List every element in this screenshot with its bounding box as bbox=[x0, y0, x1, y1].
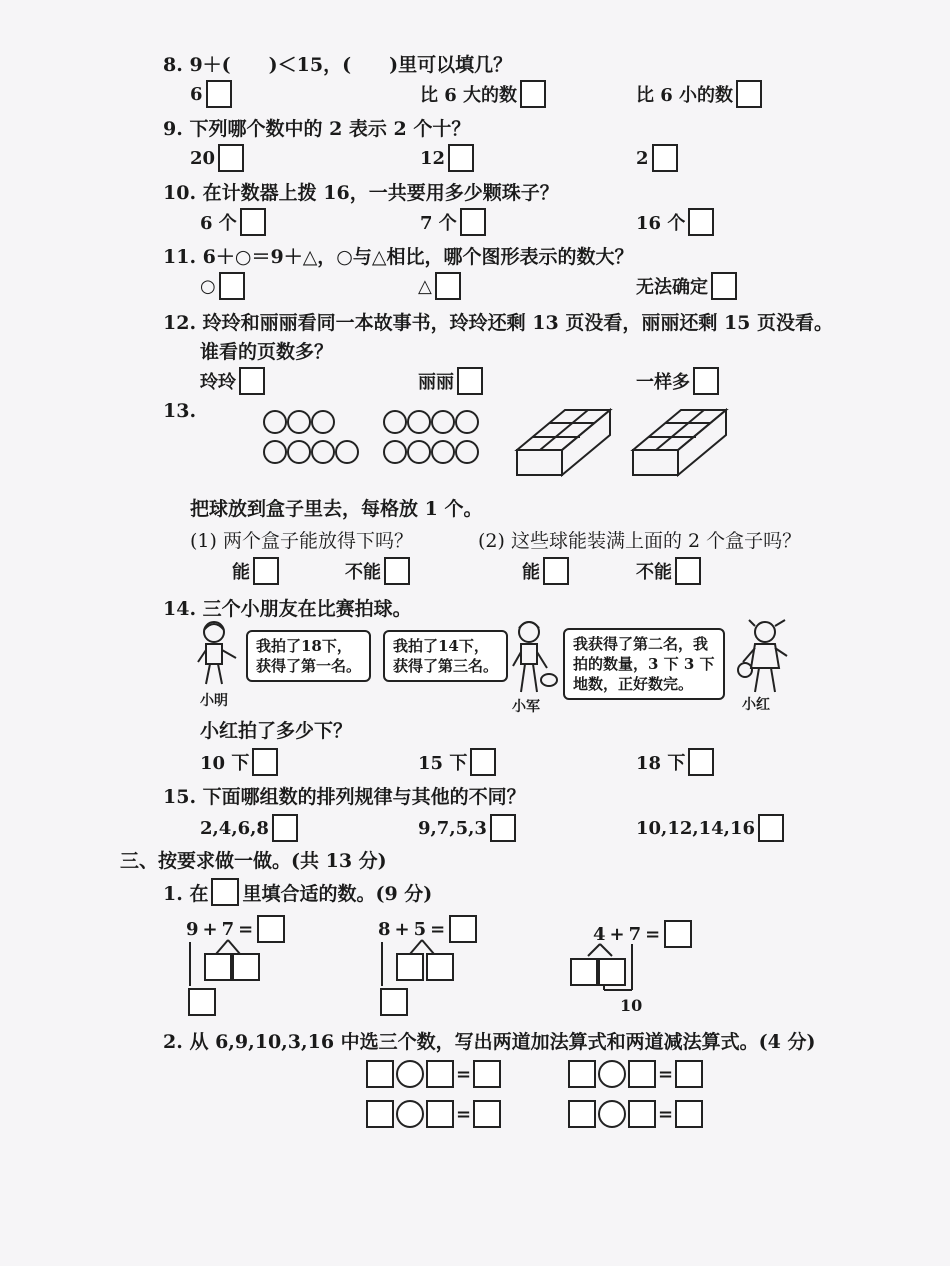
q9-option-c: 2 bbox=[636, 144, 678, 172]
answer-box[interactable] bbox=[384, 557, 410, 585]
split-box-2b[interactable] bbox=[426, 953, 454, 981]
box-2 bbox=[633, 410, 726, 475]
split-box-1a[interactable] bbox=[204, 953, 232, 981]
answer-box[interactable] bbox=[460, 208, 486, 236]
name-xiaohong: 小红 bbox=[742, 697, 770, 713]
girl-xiaohong-icon bbox=[735, 616, 795, 696]
q13-1-option-yes: 能 bbox=[232, 557, 279, 585]
q11-option-b: △ bbox=[418, 272, 461, 300]
q13-2-option-yes: 能 bbox=[522, 557, 569, 585]
split-box-3a[interactable] bbox=[570, 958, 598, 986]
answer-box[interactable] bbox=[272, 814, 298, 842]
answer-box[interactable] bbox=[664, 920, 692, 948]
balls-and-boxes-illustration bbox=[255, 400, 755, 485]
q9-option-b: 12 bbox=[420, 144, 474, 172]
q10-option-c: 16 个 bbox=[636, 208, 714, 236]
q8-option-a: 6 bbox=[190, 80, 232, 108]
box-1 bbox=[517, 410, 610, 475]
answer-box[interactable] bbox=[435, 272, 461, 300]
q13-instruction: 把球放到盒子里去，每格放 1 个。 bbox=[190, 498, 483, 520]
partial-sum-box-2[interactable] bbox=[380, 988, 408, 1016]
q10-option-a: 6 个 bbox=[200, 208, 266, 236]
name-xiaojun: 小军 bbox=[512, 699, 540, 715]
answer-box[interactable] bbox=[693, 367, 719, 395]
answer-box[interactable] bbox=[675, 557, 701, 585]
split-box-1b[interactable] bbox=[232, 953, 260, 981]
answer-box[interactable] bbox=[206, 80, 232, 108]
question-9: 9. 下列哪个数中的 2 表示 2 个十？ bbox=[163, 118, 471, 140]
answer-box[interactable] bbox=[252, 748, 278, 776]
answer-box[interactable] bbox=[457, 367, 483, 395]
number-box[interactable] bbox=[366, 1100, 394, 1128]
operator-circle[interactable] bbox=[396, 1060, 424, 1088]
answer-box[interactable] bbox=[736, 80, 762, 108]
inline-box-icon bbox=[211, 878, 239, 906]
ball-group-2 bbox=[384, 411, 478, 463]
q14-option-a: 10 下 bbox=[200, 748, 278, 776]
answer-box[interactable] bbox=[711, 272, 737, 300]
q8-option-c: 比 6 小的数 bbox=[636, 80, 762, 108]
number-box[interactable] bbox=[628, 1060, 656, 1088]
split-box-3b[interactable] bbox=[598, 958, 626, 986]
boy-xiaojun-icon bbox=[505, 618, 560, 696]
q13-1-option-no: 不能 bbox=[345, 557, 410, 585]
q8-option-b: 比 6 大的数 bbox=[420, 80, 546, 108]
question-12-line2: 谁看的页数多？ bbox=[200, 341, 334, 363]
answer-box[interactable] bbox=[688, 208, 714, 236]
question-12-line1: 12. 玲玲和丽丽看同一本故事书，玲玲还剩 13 页没看，丽丽还剩 15 页没看。 bbox=[163, 312, 834, 334]
q12-option-b: 丽丽 bbox=[418, 367, 483, 395]
make-ten-equation-2: 8 + 5 = bbox=[378, 915, 477, 943]
ten-label: 10 bbox=[620, 996, 643, 1015]
q12-option-c: 一样多 bbox=[636, 367, 719, 395]
q15-option-a: 2,4,6,8 bbox=[200, 814, 298, 842]
answer-box[interactable] bbox=[448, 144, 474, 172]
ball-group-1 bbox=[264, 411, 358, 463]
q12-option-a: 玲玲 bbox=[200, 367, 265, 395]
q9-option-a: 20 bbox=[190, 144, 244, 172]
addition-formula-2: = bbox=[568, 1060, 703, 1088]
answer-box[interactable] bbox=[652, 144, 678, 172]
subtraction-formula-1: = bbox=[366, 1100, 501, 1128]
q15-option-c: 10,12,14,16 bbox=[636, 814, 784, 842]
q11-option-c: 无法确定 bbox=[636, 272, 737, 300]
answer-box[interactable] bbox=[490, 814, 516, 842]
speech-bubble-xiaoming: 我拍了18下， 获得了第一名。 bbox=[246, 630, 371, 682]
number-box[interactable] bbox=[426, 1100, 454, 1128]
name-xiaoming: 小明 bbox=[200, 693, 228, 709]
partial-sum-box-1[interactable] bbox=[188, 988, 216, 1016]
operator-circle[interactable] bbox=[396, 1100, 424, 1128]
answer-box[interactable] bbox=[520, 80, 546, 108]
answer-box[interactable] bbox=[470, 748, 496, 776]
result-box[interactable] bbox=[675, 1060, 703, 1088]
question-11: 11. 6＋○＝9＋△，○与△相比，哪个图形表示的数大？ bbox=[163, 246, 634, 268]
q14-option-b: 15 下 bbox=[418, 748, 496, 776]
question-10: 10. 在计数器上拨 16，一共要用多少颗珠子？ bbox=[163, 182, 559, 204]
operator-circle[interactable] bbox=[598, 1100, 626, 1128]
result-box[interactable] bbox=[473, 1100, 501, 1128]
number-box[interactable] bbox=[366, 1060, 394, 1088]
answer-box[interactable] bbox=[688, 748, 714, 776]
q10-option-b: 7 个 bbox=[420, 208, 486, 236]
q15-option-b: 9,7,5,3 bbox=[418, 814, 516, 842]
speech-bubble-xiaohong: 我获得了第二名，我 拍的数量，3 下 3 下 地数，正好数完。 bbox=[563, 628, 725, 700]
q11-option-a: ○ bbox=[200, 272, 245, 300]
addition-formula-1: = bbox=[366, 1060, 501, 1088]
answer-box[interactable] bbox=[758, 814, 784, 842]
split-box-2a[interactable] bbox=[396, 953, 424, 981]
question-13-number: 13. bbox=[163, 400, 197, 422]
q13-2-option-no: 不能 bbox=[636, 557, 701, 585]
result-box[interactable] bbox=[675, 1100, 703, 1128]
operator-circle[interactable] bbox=[598, 1060, 626, 1088]
number-box[interactable] bbox=[426, 1060, 454, 1088]
q14-option-c: 18 下 bbox=[636, 748, 714, 776]
number-box[interactable] bbox=[568, 1060, 596, 1088]
answer-box[interactable] bbox=[219, 272, 245, 300]
answer-box[interactable] bbox=[253, 557, 279, 585]
question-15: 15. 下面哪组数的排列规律与其他的不同？ bbox=[163, 786, 526, 808]
subtraction-formula-2: = bbox=[568, 1100, 703, 1128]
q13-subquestion-1: (1) 两个盒子能放得下吗？ bbox=[190, 530, 413, 552]
q14-question: 小红拍了多少下？ bbox=[200, 720, 353, 742]
result-box[interactable] bbox=[473, 1060, 501, 1088]
answer-box[interactable] bbox=[543, 557, 569, 585]
s3-question-1: 1. 在 里填合适的数。(9 分) bbox=[163, 878, 432, 906]
answer-box[interactable] bbox=[239, 367, 265, 395]
s3-question-2: 2. 从 6,9,10,3,16 中选三个数，写出两道加法算式和两道减法算式。(4 分) bbox=[163, 1031, 816, 1053]
speech-bubble-xiaojun: 我拍了14下， 获得了第三名。 bbox=[383, 630, 508, 682]
answer-box[interactable] bbox=[240, 208, 266, 236]
boy-xiaoming-icon bbox=[192, 618, 242, 688]
number-box[interactable] bbox=[628, 1100, 656, 1128]
number-box[interactable] bbox=[568, 1100, 596, 1128]
question-8: 8. 9＋( )＜15，( )里可以填几？ bbox=[163, 54, 513, 76]
make-ten-equation-1: 9 + 7 = bbox=[186, 915, 285, 943]
answer-box[interactable] bbox=[218, 144, 244, 172]
q13-subquestion-2: (2) 这些球能装满上面的 2 个盒子吗？ bbox=[478, 530, 802, 552]
question-14: 14. 三个小朋友在比赛拍球。 bbox=[163, 598, 412, 620]
section-3-title: 三、按要求做一做。(共 13 分) bbox=[120, 850, 387, 872]
make-ten-equation-3: 4 + 7 = bbox=[593, 920, 692, 948]
